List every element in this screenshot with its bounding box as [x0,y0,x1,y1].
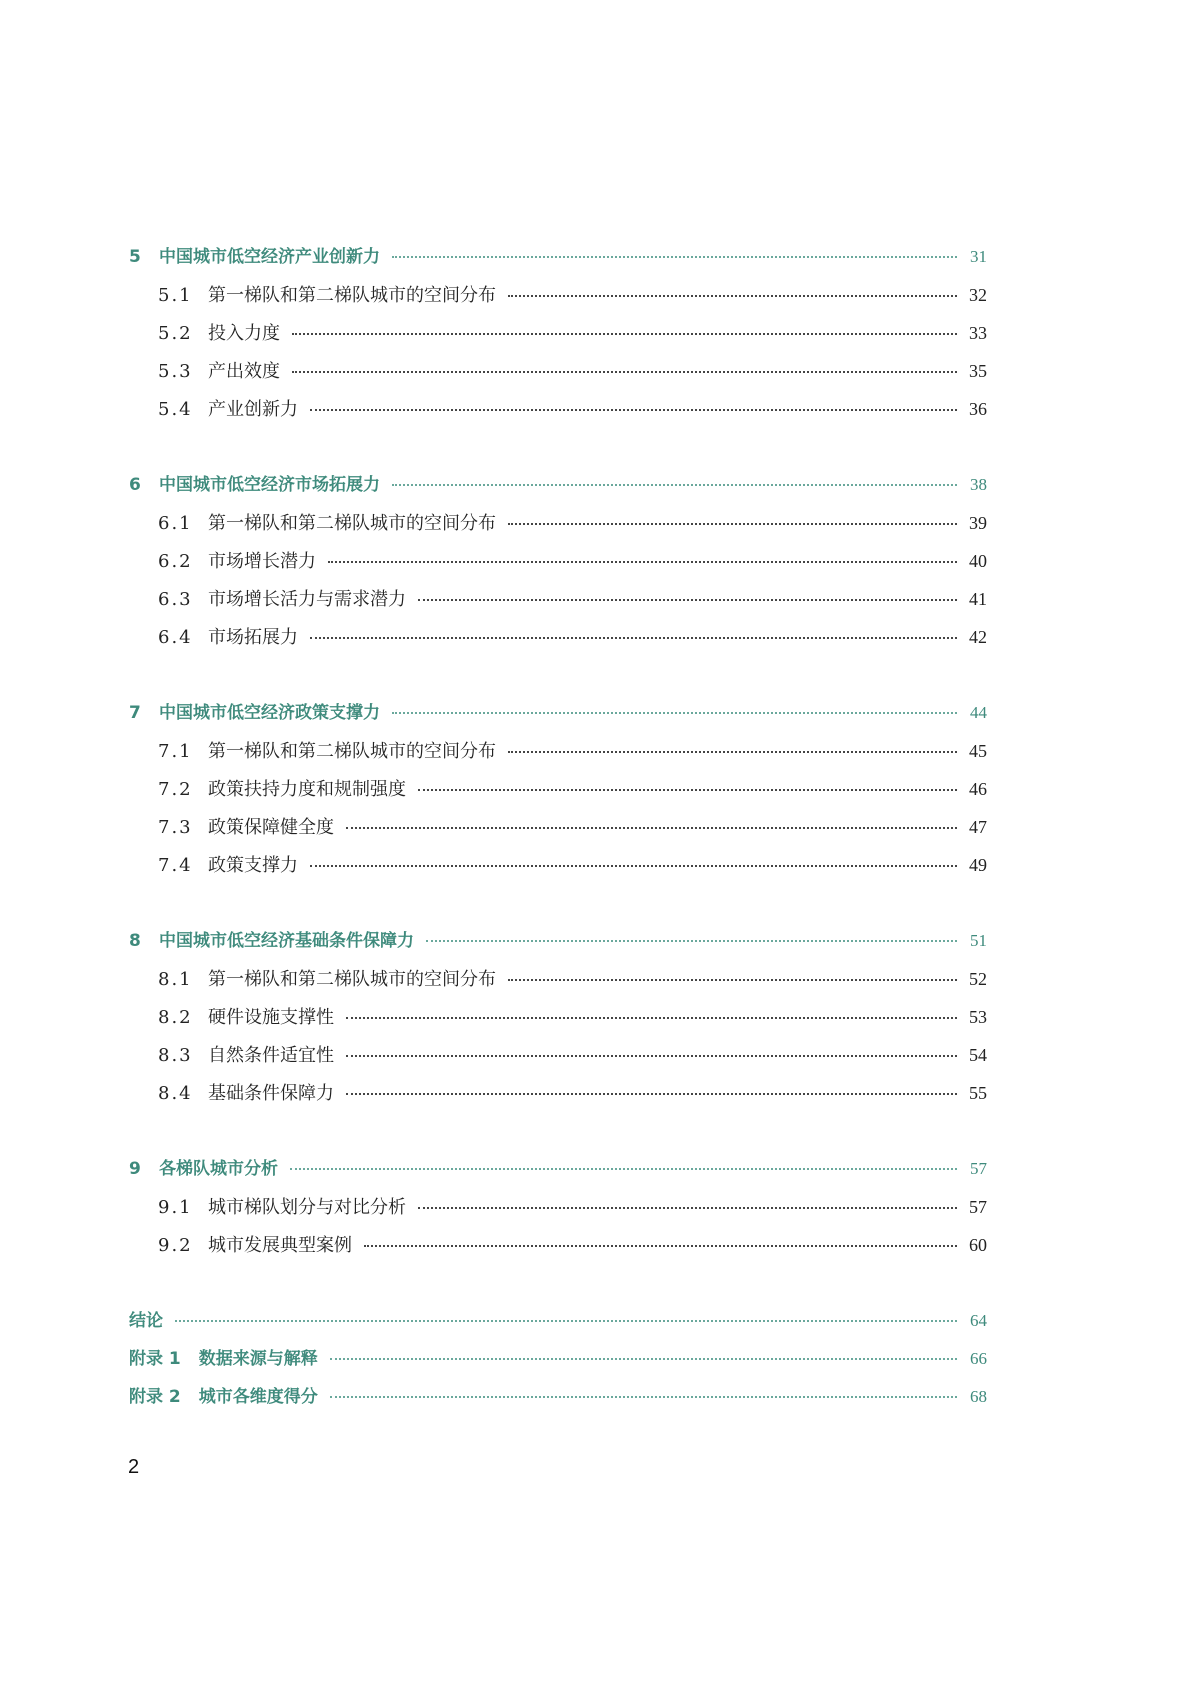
section-page-number: 36 [969,399,987,419]
dot-leader [426,940,957,942]
page-number: 2 [128,1456,140,1478]
section-page-number: 32 [969,285,987,305]
appendix-title: 数据来源与解释 [198,1349,318,1369]
section-title: 第一梯队和第二梯队城市的空间分布 [208,513,496,534]
chapter-page-number: 38 [970,475,987,494]
section-number: 7.2 [158,779,193,800]
section-number: 5.2 [158,323,193,344]
toc-section-7-3[interactable] [129,808,987,846]
dot-leader [330,1396,957,1398]
chapter-page-number: 31 [970,247,987,266]
section-page-number: 33 [969,323,987,343]
toc-section-8-3[interactable] [129,1036,987,1074]
chapter-title: 中国城市低空经济市场拓展力 [159,475,380,495]
section-page-number: 49 [969,855,987,875]
dot-leader [418,789,957,791]
section-page-number: 39 [969,513,987,533]
dot-leader [346,1055,957,1057]
chapter-page-number: 57 [970,1159,987,1178]
dot-leader [346,1093,957,1095]
section-page-number: 35 [969,361,987,381]
dot-leader [330,1358,957,1360]
table-of-contents [129,238,987,1416]
dot-leader [292,333,957,335]
toc-section-8-4[interactable] [129,1074,987,1112]
section-title: 政策支撑力 [208,855,298,876]
appendix-title: 城市各维度得分 [198,1387,318,1407]
dot-leader [418,1207,957,1209]
toc-section-5-4[interactable] [129,390,987,428]
conclusion-page-number: 64 [970,1311,987,1330]
section-page-number: 40 [969,551,987,571]
chapter-page-number: 44 [970,703,987,722]
chapter-number: 6 [129,475,141,495]
toc-section-5-3[interactable] [129,352,987,390]
toc-section-8-2[interactable] [129,998,987,1036]
toc-section-5-2[interactable] [129,314,987,352]
dot-leader [346,827,957,829]
dot-leader [392,256,957,258]
toc-chapter-9[interactable] [129,1150,987,1188]
section-title: 政策保障健全度 [208,817,334,838]
toc-section-7-4[interactable] [129,846,987,884]
toc-appendix-1[interactable] [129,1340,987,1378]
section-number: 8.4 [158,1083,193,1104]
dot-leader [508,295,957,297]
dot-leader [328,561,957,563]
dot-leader [310,637,957,639]
section-title: 产出效度 [208,361,280,382]
chapter-number: 9 [129,1159,141,1179]
toc-section-9-2[interactable] [129,1226,987,1264]
appendix-number: 附录 1 [129,1349,181,1369]
dot-leader [175,1320,957,1322]
section-number: 6.2 [158,551,193,572]
toc-appendix-2[interactable] [129,1378,987,1416]
toc-chapter-7[interactable] [129,694,987,732]
section-title: 政策扶持力度和规制强度 [208,779,406,800]
dot-leader [346,1017,957,1019]
section-number: 6.1 [158,513,193,534]
chapter-title: 中国城市低空经济产业创新力 [159,247,380,267]
toc-section-9-1[interactable] [129,1188,987,1226]
section-number: 7.4 [158,855,193,876]
section-page-number: 42 [969,627,987,647]
toc-chapter-6[interactable] [129,466,987,504]
chapter-number: 7 [129,703,141,723]
section-number: 5.1 [158,285,193,306]
toc-section-6-3[interactable] [129,580,987,618]
dot-leader [310,865,957,867]
section-number: 5.3 [158,361,193,382]
toc-conclusion[interactable] [129,1302,987,1340]
section-title: 基础条件保障力 [208,1083,334,1104]
section-title: 城市梯队划分与对比分析 [208,1197,406,1218]
chapter-title: 各梯队城市分析 [159,1159,278,1179]
section-title: 市场拓展力 [208,627,298,648]
toc-chapter-8[interactable] [129,922,987,960]
section-page-number: 41 [969,589,987,609]
dot-leader [508,751,957,753]
section-page-number: 45 [969,741,987,761]
section-number: 9.1 [158,1197,193,1218]
section-title: 市场增长潜力 [208,551,316,572]
section-page-number: 53 [969,1007,987,1027]
chapter-title: 中国城市低空经济基础条件保障力 [159,931,414,951]
section-title: 第一梯队和第二梯队城市的空间分布 [208,285,496,306]
section-page-number: 60 [969,1235,987,1255]
section-number: 7.1 [158,741,193,762]
section-page-number: 57 [969,1197,987,1217]
section-page-number: 54 [969,1045,987,1065]
section-number: 8.3 [158,1045,193,1066]
chapter-page-number: 51 [970,931,987,950]
dot-leader [292,371,957,373]
section-title: 硬件设施支撑性 [208,1007,334,1028]
section-page-number: 52 [969,969,987,989]
section-number: 7.3 [158,817,193,838]
dot-leader [508,523,957,525]
chapter-number: 5 [129,247,141,267]
dot-leader [290,1168,957,1170]
section-title: 市场增长活力与需求潜力 [208,589,406,610]
section-page-number: 55 [969,1083,987,1103]
section-title: 产业创新力 [208,399,298,420]
toc-section-7-1[interactable] [129,732,987,770]
section-number: 8.2 [158,1007,193,1028]
toc-section-7-2[interactable] [129,770,987,808]
chapter-title: 中国城市低空经济政策支撑力 [159,703,380,723]
toc-section-6-1[interactable] [129,504,987,542]
dot-leader [392,712,957,714]
chapter-number: 8 [129,931,141,951]
appendix-number: 附录 2 [129,1387,181,1407]
section-title: 投入力度 [208,323,280,344]
toc-section-6-2[interactable] [129,542,987,580]
section-number: 9.2 [158,1235,193,1256]
section-number: 5.4 [158,399,193,420]
section-title: 城市发展典型案例 [208,1235,352,1256]
toc-section-6-4[interactable] [129,618,987,656]
section-number: 6.3 [158,589,193,610]
toc-chapter-5[interactable] [129,238,987,276]
dot-leader [508,979,957,981]
dot-leader [418,599,957,601]
section-page-number: 46 [969,779,987,799]
toc-section-5-1[interactable] [129,276,987,314]
conclusion-title: 结论 [129,1311,163,1331]
dot-leader [310,409,957,411]
section-title: 自然条件适宜性 [208,1045,334,1066]
appendix-page-number: 68 [970,1387,987,1406]
dot-leader [392,484,957,486]
section-title: 第一梯队和第二梯队城市的空间分布 [208,741,496,762]
section-number: 8.1 [158,969,193,990]
appendix-page-number: 66 [970,1349,987,1368]
section-title: 第一梯队和第二梯队城市的空间分布 [208,969,496,990]
dot-leader [364,1245,957,1247]
section-page-number: 47 [969,817,987,837]
toc-section-8-1[interactable] [129,960,987,998]
section-number: 6.4 [158,627,193,648]
